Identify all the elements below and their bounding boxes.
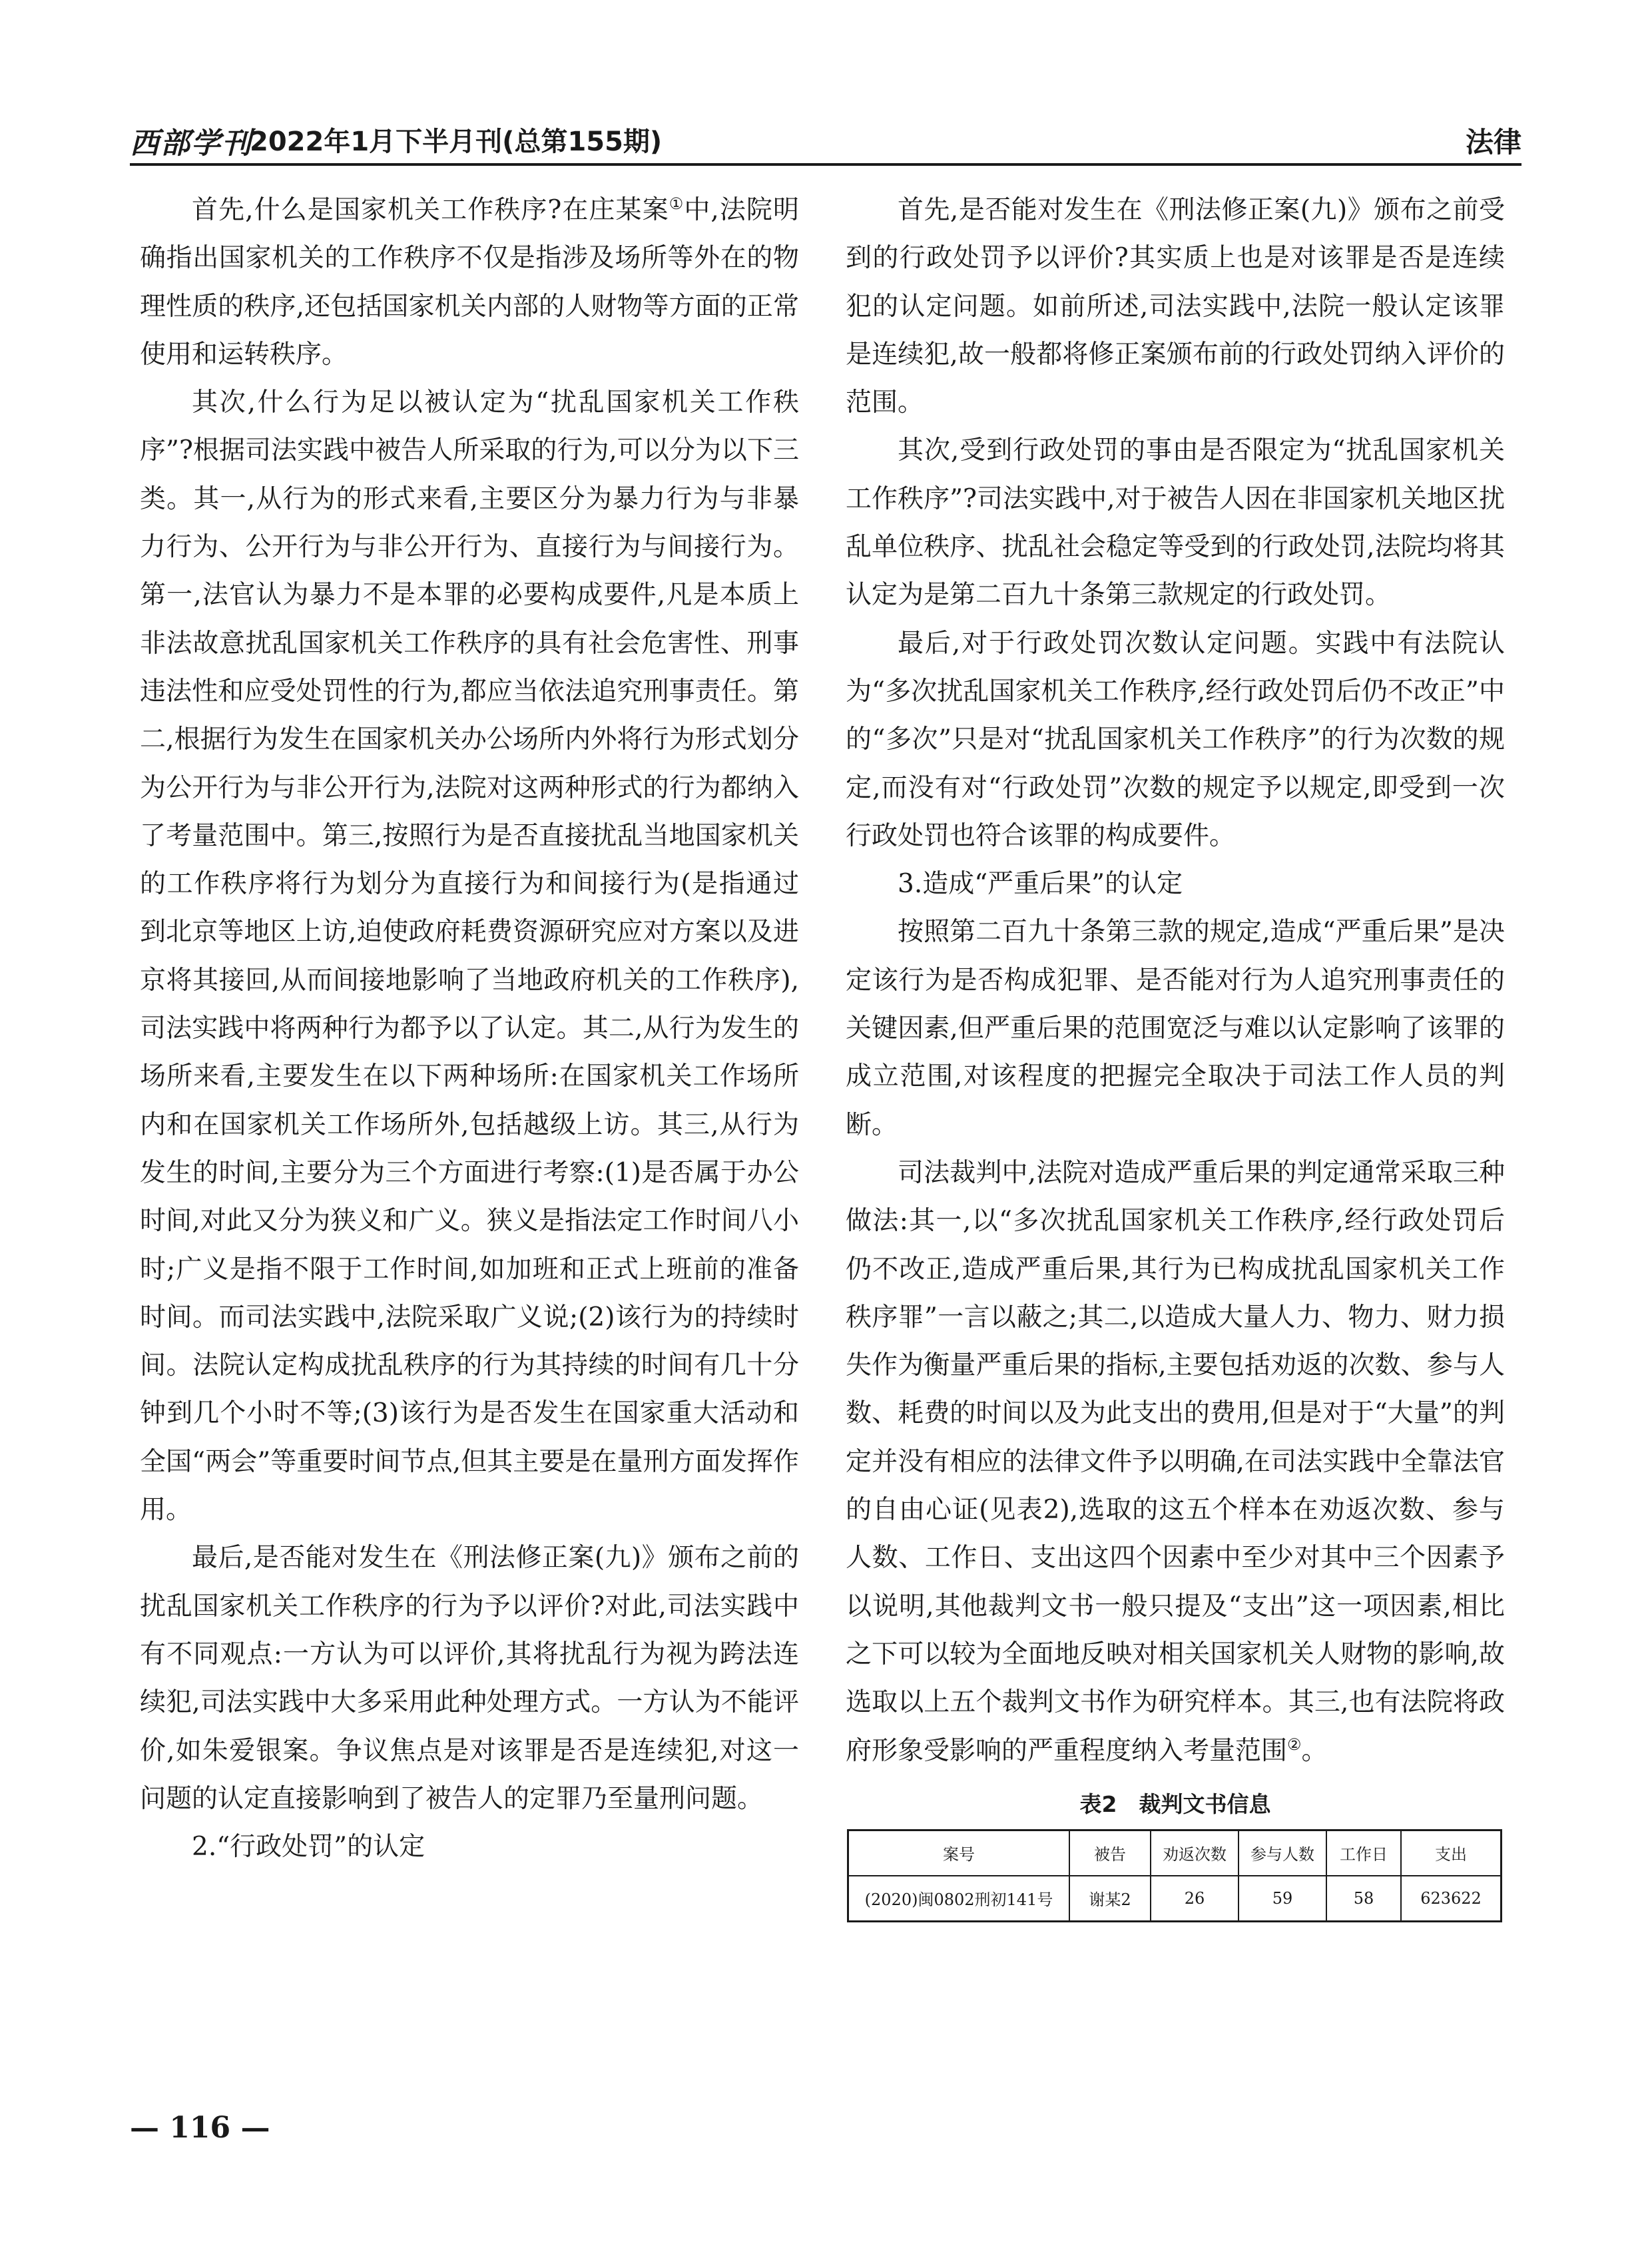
table-header-cell: 被告: [1069, 1830, 1151, 1876]
table-header-cell: 参与人数: [1239, 1830, 1326, 1876]
paragraph: 首先,是否能对发生在《刑法修正案(九)》颁布之前受到的行政处罚予以评价?其实质上也是对该罪是否是连续犯的认定问题。如前所述,司法实践中,法院一般认定该罪是连续犯,故一般都将修正案颁布前的行政处罚纳入评价的范围。: [846, 195, 1505, 418]
journal-logo: 西部学刊: [130, 127, 252, 160]
table-cell: (2020)闽0802刑初141号: [848, 1876, 1070, 1922]
table-cell: 59: [1239, 1876, 1326, 1922]
page-header: [130, 117, 1521, 166]
table-cell: 谢某2: [1069, 1876, 1151, 1922]
paragraph: 其次,受到行政处罚的事由是否限定为“扰乱国家机关工作秩序”?司法实践中,对于被告人因在非国家机关地区扰乱单位秩序、扰乱社会稳定等受到的行政处罚,法院均将其认定为是第二百九十条第三款规定的行政处罚。: [846, 435, 1505, 611]
paragraph: 按照第二百九十条第三款的规定,造成“严重后果”是决定该行为是否构成犯罪、是否能对行为人追究刑事责任的关键因素,但严重后果的范围宽泛与难以认定影响了该罪的成立范围,对该程度的把握完全取决于司法工作人员的判断。: [846, 917, 1505, 1140]
left-column: [140, 186, 799, 1871]
table-header-cell: 案号: [848, 1830, 1070, 1876]
issue-info: 2022年1月下半月刊(总第155期): [250, 127, 663, 157]
paragraph: 最后,对于行政处罚次数认定问题。实践中有法院认为“多次扰乱国家机关工作秩序,经行政处罚后仍不改正”中的“多次”只是对“扰乱国家机关工作秩序”的行为次数的规定,而没有对“行政处罚”次数的规定予以规定,即受到一次行政处罚也符合该罪的构成要件。: [846, 628, 1505, 851]
table-header-cell: 工作日: [1326, 1830, 1401, 1876]
footnote-ref: ②: [1287, 1735, 1302, 1754]
table-row: [848, 1876, 1502, 1922]
case-table: [847, 1829, 1502, 1922]
paragraph: 首先,什么是国家机关工作秩序?在庄某案①中,法院明确指出国家机关的工作秩序不仅是指涉及场所等外在的物理性质的秩序,还包括国家机关内部的人财物等方面的正常使用和运转秩序。: [140, 194, 800, 370]
paragraph: 司法裁判中,法院对造成严重后果的判定通常采取三种做法:其一,以“多次扰乱国家机关工作秩序,经行政处罚后仍不改正,造成严重后果,其行为已构成扰乱国家机关工作秩序罪”一言以蔽之;其二,以造成大量人力、物力、财力损失作为衡量严重后果的指标,主要包括劝返的次数、参与人数、耗费的时间以及为此支出的费用,但是对于“大量”的判定并没有相应的法律文件予以明确,在司法实践中全靠法官的自由心证(见表2),选取的这五个样本在劝返次数、参与人数、工作日、支出这四个因素中至少对其中三个因素予以说明,其他裁判文书一般只提及“支出”这一项因素,相比之下可以较为全面地反映对相关国家机关人财物的影响,故选取以上五个裁判文书作为研究样本。其三,也有法院将政府形象受影响的严重程度纳入考量范围②。: [846, 1157, 1505, 1766]
paragraph: 其次,什么行为足以被认定为“扰乱国家机关工作秩序”?根据司法实践中被告人所采取的行为,可以分为以下三类。其一,从行为的形式来看,主要区分为暴力行为与非暴力行为、公开行为与非公开行为、直接行为与间接行为。第一,法官认为暴力不是本罪的必要构成要件,凡是本质上非法故意扰乱国家机关工作秩序的具有社会危害性、刑事违法性和应受处罚性的行为,都应当依法追究刑事责任。第二,根据行为发生在国家机关办公场所内外将行为形式划分为公开行为与非公开行为,法院对这两种形式的行为都纳入了考量范围中。第三,按照行为是否直接扰乱当地国家机关的工作秩序将行为划分为直接行为和间接行为(是指通过到北京等地区上访,迫使政府耗费资源研究应对方案以及进京将其接回,从而间接地影响了当地政府机关的工作秩序),司法实践中将两种行为都予以了认定。其二,从行为发生的场所来看,主要发生在以下两种场所:在国家机关工作场所内和在国家机关工作场所外,包括越级上访。其三,从行为发生的时间,主要分为三个方面进行考察:(1)是否属于办公时间,对此又分为狭义和广义。狭义是指法定工作时间八小时;广义是指不限于工作时间,如加班和正式上班前的准备时间。而司法实践中,法院采取广义说;(2)该行为的持续时间。法院认定构成扰乱秩序的行为其持续的时间有几十分钟到几个小时不等;(3)该行为是否发生在国家重大活动和全国“两会”等重要时间节点,但其主要是在量刑方面发挥作用。: [140, 388, 799, 1526]
page-number: — 116 —: [130, 2111, 270, 2145]
table-header-cell: 劝返次数: [1151, 1830, 1239, 1876]
table-header-cell: 支出: [1401, 1830, 1502, 1876]
table-cell: 58: [1326, 1876, 1401, 1922]
right-column: [846, 186, 1505, 1922]
table-cell: 26: [1151, 1876, 1239, 1922]
footnote-ref: ①: [669, 194, 685, 213]
subsection-heading: 3.造成“严重后果”的认定: [898, 869, 1183, 900]
paragraph: 最后,是否能对发生在《刑法修正案(九)》颁布之前的扰乱国家机关工作秩序的行为予以评价?对此,司法实践中有不同观点:一方认为可以评价,其将扰乱行为视为跨法连续犯,司法实践中大多采用此种处理方式。一方认为不能评价,如朱爱银案。争议焦点是对该罪是否是连续犯,对这一问题的认定直接影响到了被告人的定罪乃至量刑问题。: [140, 1543, 799, 1814]
section-label: 法律: [1465, 126, 1521, 158]
table-header-row: [848, 1830, 1502, 1876]
table-title: 表2 裁判文书信息: [1079, 1791, 1271, 1817]
table-cell: 623622: [1401, 1876, 1502, 1922]
subsection-heading: 2.“行政处罚”的认定: [192, 1832, 425, 1862]
